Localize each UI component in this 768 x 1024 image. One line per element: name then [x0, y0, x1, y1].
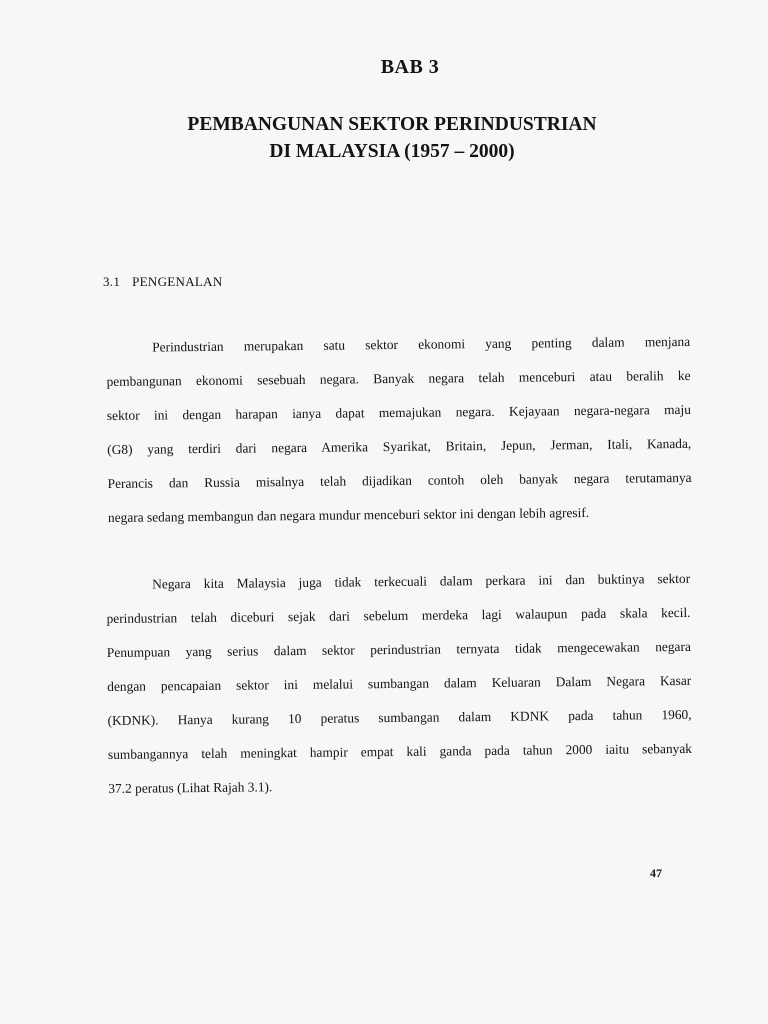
paragraph-line: sektor ini dengan harapan ianya dapat memajukan negara. Kejayaan negara-negara maju [106, 401, 691, 423]
paragraph-line: (G8) yang terdiri dari negara Amerika Syarikat, Britain, Jepun, Jerman, Itali, Kanada, [107, 435, 692, 457]
section-title: PENGENALAN [132, 274, 223, 289]
paragraph-line: sumbangannya telah meningkat hampir empat kali ganda pada tahun 2000 iaitu sebanyak [107, 740, 692, 762]
paragraph-line: pembangunan ekonomi sesebuah negara. Banyak negara telah menceburi atau beralih ke [106, 367, 691, 389]
page-number: 47 [650, 866, 662, 880]
paragraph-1 [106, 325, 692, 535]
paragraph-line: 37.2 peratus (Lihat Rajah 3.1). [108, 779, 273, 796]
section-heading [103, 274, 223, 290]
chapter-label: BAB 3 [380, 56, 440, 78]
paragraph-line: Perindustrian merupakan satu sektor ekonomi yang penting dalam menjana [152, 333, 691, 355]
paragraph-line: dengan pencapaian sektor ini melalui sumbangan dalam Keluaran Dalam Negara Kasar [107, 672, 692, 694]
paragraph-line: perindustrian telah diceburi sejak dari sebelum merdeka lagi walaupun pada skala kecil. [106, 604, 691, 626]
paragraph-line: negara sedang membangun dan negara mundur menceburi sektor ini dengan lebih agresif. [107, 504, 590, 525]
paragraph-2 [106, 562, 692, 806]
paragraph-line: Penumpuan yang serius dalam sektor perindustrian ternyata tidak mengecewakan negara [106, 638, 691, 660]
chapter-title [8, 111, 768, 165]
paragraph-line: Negara kita Malaysia juga tidak terkecuali dalam perkara ini dan buktinya sektor [152, 570, 691, 592]
paragraph-line: Perancis dan Russia misalnya telah dijadikan contoh oleh banyak negara terutamanya [107, 469, 692, 491]
section-number: 3.1 [103, 274, 121, 289]
chapter-title-line-1: PEMBANGUNAN SEKTOR PERINDUSTRIAN [187, 114, 597, 135]
paragraph-line: (KDNK). Hanya kurang 10 peratus sumbangan dalam KDNK pada tahun 1960, [107, 706, 692, 728]
chapter-title-line-2: DI MALAYSIA (1957 – 2000) [269, 141, 515, 162]
